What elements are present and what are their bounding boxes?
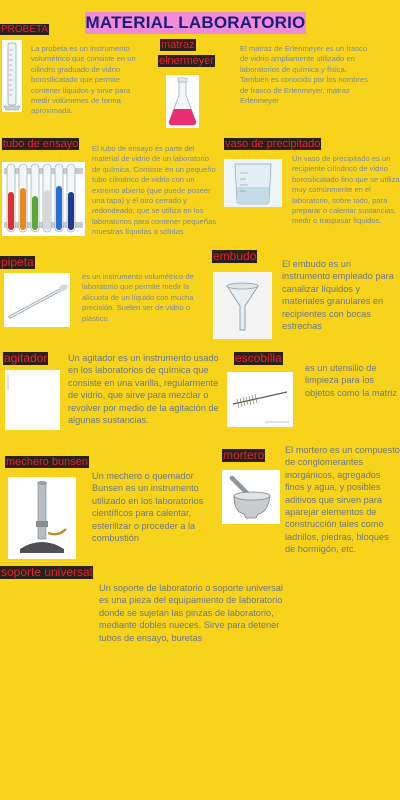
graduated-cylinder-icon [2, 40, 22, 112]
matraz-label-line2: elnermeyer [159, 55, 215, 67]
matraz-description: El matraz de Erlenmeyer es un frasco de vidrio ampliamente utilizado en laboratorios de química y física. También es conocido por los nombres de frasco de Erlenmeyer, matraz Erlenmeyer [240, 44, 368, 106]
mortero-description: El mortero es un compuesto de conglomerantes inorgánicos, agregados finos y agua, y posibles aditivos que sirven para aparejar elementos de construcción tales como ladrillos, piedras, bloques de hormigón, etc. [285, 445, 400, 555]
pipeta-description: es un instrumento volumétrico de laboratorio que permite medir la alícuota de un líquido con mucha precisión. Suelen ser de vidrio o plástico. [82, 272, 194, 323]
pipeta-label: pipeta [1, 255, 34, 269]
test-tube-brush-icon [227, 372, 293, 427]
embudo-label: embudo [213, 249, 257, 263]
tubo-description: El tubo de ensayo es parte del material de vidrio de un laboratorio de química. Consiste en un pequeño tubo cilíndrico de vidrio con un extremo abierto (que puede poseer una tapa) y el otro cerrado y redondeado, que se utiliza en los laboratorios para contener pequeñas muestras líquidas o sólidas [92, 144, 217, 237]
mechero-label: mechero bunsen [6, 456, 88, 468]
pipette-icon [4, 273, 70, 327]
matraz-label-line1: matraz [161, 39, 195, 51]
mechero-description: Un mechero o quemador Bunsen es un instrumento utilizado en los laboratorios científicos para calentar, esterilizar o proceder a la combustión [92, 471, 204, 544]
agitador-description: Un agitador es un instrumento usado en los laboratorios de química que consiste en una varilla, regularmente de vidrio, que sirve para mezclar o revolver por medio de la agitación de algunas sustancias. [68, 353, 219, 426]
agitador-label: agitador [4, 351, 48, 365]
bunsen-burner-icon [8, 477, 76, 559]
tubo-label: tubo de ensayo [3, 138, 79, 150]
escobilla-description: es un utensilio de limpieza para los objetos como la matriz [305, 363, 397, 398]
funnel-icon [213, 272, 272, 339]
vaso-label: vaso de precipitado [225, 138, 321, 150]
beaker-icon [224, 159, 282, 207]
mortar-and-pestle-icon [222, 470, 280, 524]
soporte-description: Un soporte de laboratorio o soporte universal es una pieza del equipamiento de laboratorio donde se sujetan las pinzas de laboratorio, mediante dobles nueces. Sirve para detener tubos de ensayo, buretas [99, 583, 283, 643]
page-title: MATERIAL LABORATORIO [85, 13, 306, 32]
erlenmeyer-flask-icon [166, 75, 199, 128]
escobilla-label: escobilla [235, 351, 282, 365]
probeta-label: PROBETA [1, 24, 49, 35]
test-tubes-icon [2, 162, 85, 236]
stirring-rod-icon [5, 370, 60, 430]
embudo-description: El embudo es un instrumento empleado para canalizar líquidos y materiales granulares en recipientes con bocas estrechas [282, 259, 394, 332]
mortero-label: mortero [223, 448, 265, 462]
soporte-label: soporte universal [1, 565, 93, 579]
probeta-description: La probeta es un instrumento volumétrico que consiste en un cilindro graduado de vidrio borosilicatado que permite contener líquidos y sirve para medir volúmenes de forma aproximada. [31, 44, 136, 116]
vaso-description: Un vaso de precipitado es un recipiente cilíndrico de vidrio borosilicatado fino que se utiliza muy comúnmente en el laboratorio, sobre todo, para preparar o calentar sustancias, medir o traspasar líquidos. [292, 154, 400, 226]
